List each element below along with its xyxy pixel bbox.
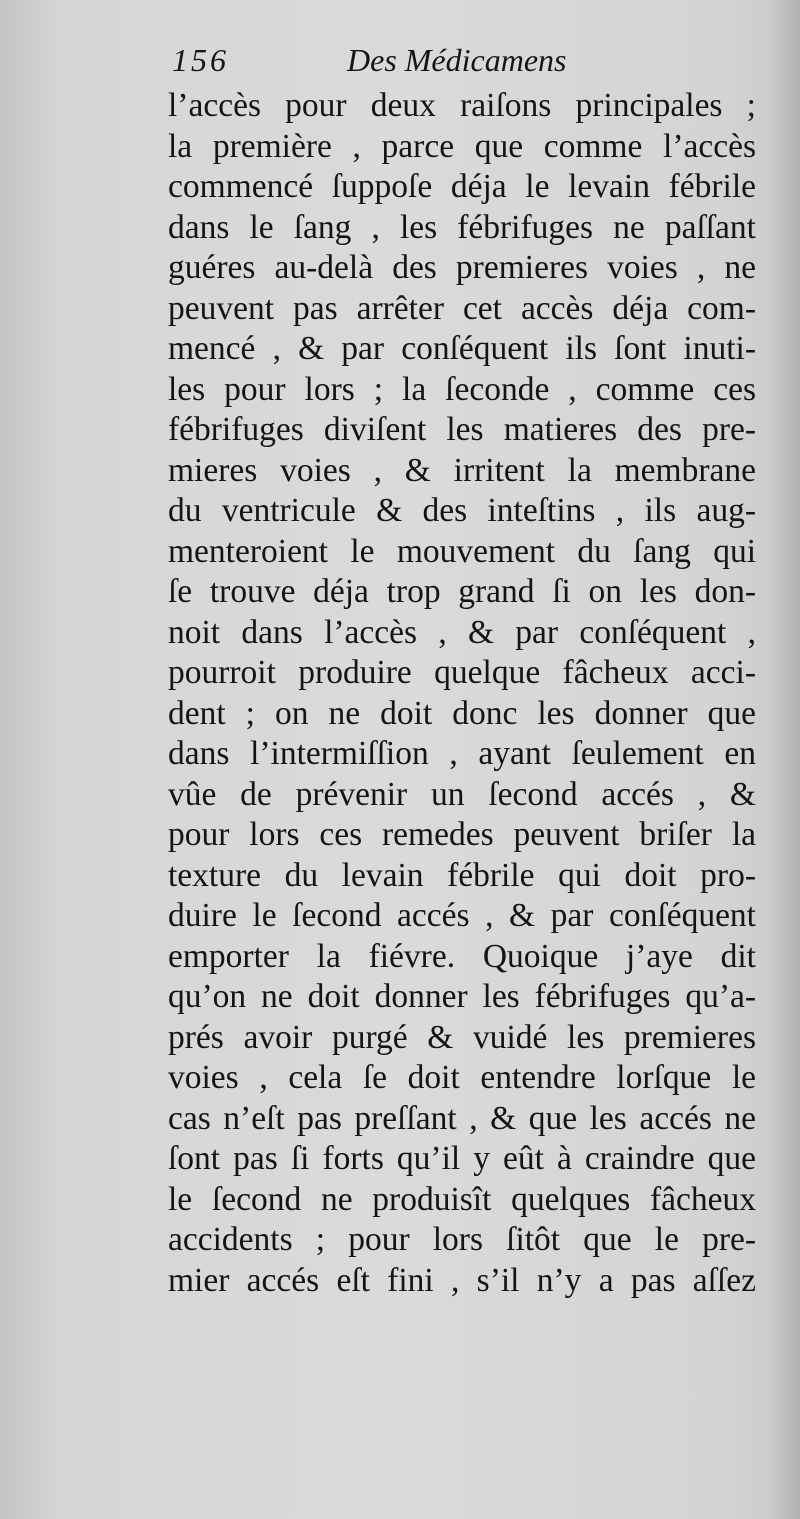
text-line: commencé ſuppoſe déja le levain fébrile (168, 168, 756, 205)
running-title: Des Médicamens (347, 42, 567, 78)
text-line: dans le ſang , les fébrifuges ne paſſant (168, 208, 756, 246)
text-line: ſont pas ſi forts qu’il y eût à craindre que (168, 1140, 756, 1177)
text-line: guéres au-delà des premieres voies , ne (168, 249, 756, 286)
text-line: cas n’eſt pas preſſant , & que les accés ne (168, 1099, 756, 1137)
text-line: ſe trouve déja trop grand ſi on les don- (168, 573, 756, 610)
text-line: texture du levain fébrile qui doit pro- (168, 856, 756, 894)
text-line: menteroient le mouvement du ſang qui (168, 532, 756, 570)
text-line: pour lors ces remedes peuvent briſer la (168, 816, 756, 853)
text-line: la première , parce que comme l’accès (168, 127, 756, 165)
text-line: mier accés eſt fini , s’il n’y a pas aſſez (168, 1261, 756, 1299)
text-line: emporter la fiévre. Quoique j’aye dit (168, 937, 756, 975)
text-line: fébrifuges diviſent les matieres des pre- (168, 411, 756, 448)
page-number: 156 (172, 42, 229, 78)
body-text (168, 86, 768, 1301)
text-line: voies , cela ſe doit entendre lorſque le (168, 1059, 756, 1096)
text-line: l’accès pour deux raiſons principales ; (168, 87, 756, 124)
text-line: du ventricule & des inteſtins , ils aug- (168, 492, 756, 529)
text-line: dent ; on ne doit donc les donner que (168, 694, 756, 732)
text-line: vûe de prévenir un ſecond accés , & (168, 775, 756, 813)
text-line: qu’on ne doit donner les fébrifuges qu’a- (168, 978, 756, 1015)
text-line: mieres voies , & irritent la membrane (168, 451, 756, 489)
text-line: le ſecond ne produisît quelques fâcheux (168, 1180, 756, 1218)
text-line: les pour lors ; la ſeconde , comme ces (168, 370, 756, 408)
text-line: prés avoir purgé & vuidé les premieres (168, 1018, 756, 1056)
text-line: mencé , & par conſéquent ils ſont inuti- (168, 330, 756, 367)
text-line: dans l’intermiſſion , ayant ſeulement en (168, 735, 756, 772)
text-line: accidents ; pour lors ſitôt que le pre- (168, 1221, 756, 1258)
text-line: noit dans l’accès , & par conſéquent , (168, 613, 756, 651)
running-head (172, 42, 772, 86)
text-line: pourroit produire quelque fâcheux acci- (168, 654, 756, 691)
text-line: peuvent pas arrêter cet accès déja com- (168, 289, 756, 327)
text-line: duire le ſecond accés , & par conſéquent (168, 897, 756, 934)
